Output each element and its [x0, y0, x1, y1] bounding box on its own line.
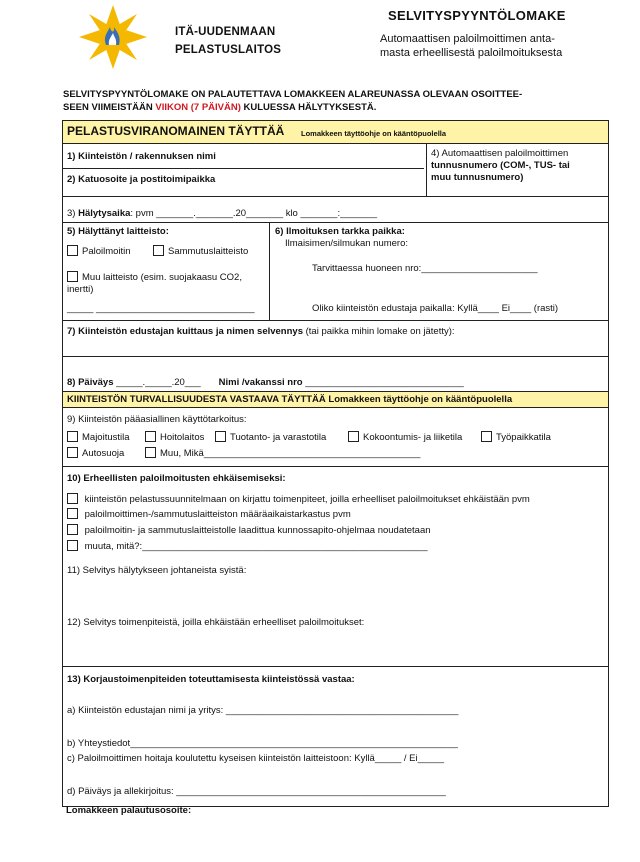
use-tuotanto[interactable]: Tuotanto- ja varastotila	[215, 431, 326, 444]
field5-option-sammutuslaitteisto[interactable]: Sammutuslaitteisto	[153, 245, 248, 258]
checkbox[interactable]	[67, 524, 78, 535]
section2-title: KIINTEISTÖN TURVALLISUUDESTA VASTAAVA TÄYTTÄÄ Lomakkeen täyttöohje on kääntöpuolella	[67, 394, 513, 405]
field5-other-line[interactable]: _____ ______________________________	[67, 303, 255, 314]
field4-label-line3: muu tunnusnumero)	[431, 172, 524, 183]
checkbox[interactable]	[67, 508, 78, 519]
form-subtitle-line2: masta erheellisestä paloilmoituksesta	[380, 47, 563, 59]
field1-divider	[63, 168, 424, 169]
field13b-contact[interactable]: b) Yhteystiedot______________________________________________________________	[67, 738, 458, 749]
divider-after-field9	[63, 466, 608, 467]
field4-divider	[426, 144, 427, 196]
checkbox[interactable]	[67, 431, 78, 442]
field9-label: 9) Kiinteistön pääasiallinen käyttötarkoitus:	[67, 414, 247, 425]
fire-department-logo	[74, 2, 152, 72]
checkbox[interactable]	[67, 245, 78, 256]
use-hoitolaitos[interactable]: Hoitolaitos	[145, 431, 204, 444]
use-kokoontumis[interactable]: Kokoontumis- ja liiketila	[348, 431, 462, 444]
form-box	[62, 120, 609, 807]
section1-header	[63, 121, 608, 144]
field5-label: 5) Hälyttänyt laitteisto:	[67, 226, 169, 237]
field2-label: 2) Katuosoite ja postitoimipaikka	[67, 174, 216, 185]
field5-option-muu-line2: inertti)	[67, 284, 94, 295]
intro-line1: SELVITYSPYYNTÖLOMAKE ON PALAUTETTAVA LOMAKKEEN ALAREUNASSA OLEVAAN OSOITTEE-	[63, 89, 523, 100]
use-tyopaikkatila[interactable]: Työpaikkatila	[481, 431, 551, 444]
checkbox[interactable]	[481, 431, 492, 442]
checkbox[interactable]	[348, 431, 359, 442]
checkbox[interactable]	[153, 245, 164, 256]
prevent-option-2[interactable]: paloilmoittimen-/sammutuslaitteiston määräaikaistarkastus pvm	[67, 508, 351, 521]
field13d-signature[interactable]: d) Päiväys ja allekirjoitus: ___________________________________________________	[67, 786, 446, 797]
field4-label	[431, 148, 570, 184]
divider-after-field12	[63, 666, 608, 667]
intro-line2	[63, 101, 603, 114]
section1-note: Lomakkeen täyttöohje on kääntöpuolella	[301, 129, 447, 138]
field12-label: 12) Selvitys toimenpiteistä, joilla ehkäistään erheelliset paloilmoitukset:	[67, 617, 365, 628]
field10-label: 10) Erheellisten paloilmoitusten ehkäisemiseksi:	[67, 473, 286, 484]
intro-instructions	[63, 88, 603, 114]
use-muu[interactable]: Muu, Mikä_________________________________________	[145, 447, 420, 460]
field13a-representative[interactable]: a) Kiinteistön edustajan nimi ja yritys: ____________________________________________	[67, 705, 459, 716]
field5-6-divider	[269, 222, 270, 320]
intro-line2-start: SEEN VIIMEISTÄÄN	[63, 102, 156, 113]
field6-room-number[interactable]: Tarvittaessa huoneen nro:______________________	[312, 263, 538, 274]
field8-date-name[interactable]: 8) Päiväys _____._____.20___ Nimi /vakanssi nro ______________________________	[67, 377, 464, 388]
prevent-option-1[interactable]: kiinteistön pelastussuunnitelmaan on kirjattu toimenpiteet, joilla erheelliset paloilmoitukset ehkäistään pvm	[67, 493, 530, 506]
use-autosuoja[interactable]: Autosuoja	[67, 447, 124, 460]
field1-label: 1) Kiinteistön / rakennuksen nimi	[67, 151, 216, 162]
intro-line2-end: KULUESSA HÄLYTYKSESTÄ.	[240, 102, 377, 113]
field5-option-paloilmoitin[interactable]: Paloilmoitin	[67, 245, 131, 258]
divider-after-field3	[63, 222, 608, 223]
field5-option-muu[interactable]: Muu laitteisto (esim. suojakaasu CO2,	[67, 271, 242, 284]
section2-header	[63, 391, 608, 408]
org-name-line1: ITÄ-UUDENMAAN	[175, 26, 276, 38]
field6-label: 6) Ilmoituksen tarkka paikka:	[275, 226, 405, 237]
use-majoitustila[interactable]: Majoitustila	[67, 431, 130, 444]
field13c-trained[interactable]: c) Paloilmoittimen hoitaja koulutettu kyseisen kiinteistön laitteistoon: Kyllä_____ / Ei_____	[67, 753, 445, 764]
form-subtitle-line1: Automaattisen paloilmoittimen anta-	[380, 33, 555, 45]
checkbox[interactable]	[67, 447, 78, 458]
field13-label: 13) Korjaustoimenpiteiden toteuttamisesta kiinteistössä vastaa:	[67, 674, 355, 685]
checkbox[interactable]	[145, 431, 156, 442]
section1-title: PELASTUSVIRANOMAINEN TÄYTTÄÄ	[67, 124, 285, 138]
field4-label-line2: tunnusnumero (COM-, TUS- tai	[431, 160, 570, 171]
field11-label: 11) Selvitys hälytykseen johtaneista syistä:	[67, 565, 247, 576]
org-name-line2: PELASTUSLAITOS	[175, 44, 282, 56]
field6-detector-number[interactable]: Ilmaisimen/silmukan numero:	[285, 238, 409, 249]
checkbox[interactable]	[215, 431, 226, 442]
checkbox[interactable]	[145, 447, 156, 458]
prevent-option-3[interactable]: paloilmoitin- ja sammutuslaitteistolle laadittua kunnossapito-ohjelmaa noudatetaan	[67, 524, 431, 537]
field6-representative-present[interactable]: Oliko kiinteistön edustaja paikalla: Kyllä____ Ei____ (rasti)	[312, 303, 559, 314]
checkbox[interactable]	[67, 540, 78, 551]
checkbox[interactable]	[67, 493, 78, 504]
field4-label-line1: 4) Automaattisen paloilmoittimen	[431, 148, 569, 159]
form-title: SELVITYSPYYNTÖLOMAKE	[388, 8, 566, 23]
intro-deadline: VIIKON (7 PÄIVÄN)	[155, 102, 241, 113]
divider-after-field2	[63, 196, 608, 197]
return-address-label: Lomakkeen palautusosoite:	[66, 805, 192, 816]
divider-after-field6	[63, 320, 608, 321]
checkbox[interactable]	[67, 271, 78, 282]
prevent-option-4[interactable]: muuta, mitä?:______________________________________________________	[67, 540, 428, 553]
divider-after-field7	[63, 356, 608, 357]
field7-label: 7) Kiinteistön edustajan kuittaus ja nimen selvennys (tai paikka mihin lomake on jätetty):	[67, 326, 455, 337]
field3-alarm-time[interactable]: 3) Hälytysaika: pvm _______._______.20_______ klo _______:_______	[67, 208, 378, 219]
